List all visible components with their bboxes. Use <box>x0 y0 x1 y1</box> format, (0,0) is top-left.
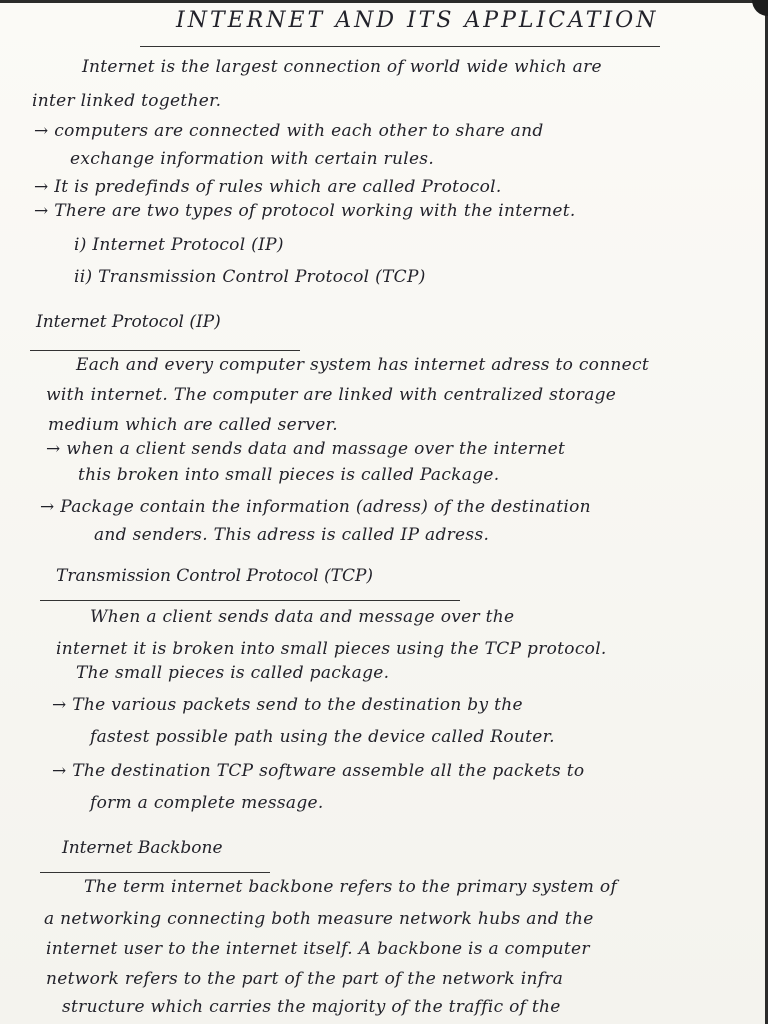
backbone-line-1: The term internet backbone refers to the primary system of <box>84 877 618 897</box>
section-heading-tcp: Transmission Control Protocol (TCP) <box>56 566 374 586</box>
heading-underline-ip <box>30 350 300 351</box>
backbone-line-4: network refers to the part of the part of the network infra <box>46 969 564 989</box>
title-underline <box>140 46 660 47</box>
backbone-line-2: a networking connecting both measure network hubs and the <box>44 909 594 929</box>
intro-line-5: → It is predefinds of rules which are called Protocol. <box>34 177 502 197</box>
tcp-line-4: → The various packets send to the destination by the <box>52 695 523 715</box>
backbone-line-3: internet user to the internet itself. A backbone is a computer <box>46 939 590 959</box>
intro-line-3: → computers are connected with each other to share and <box>34 121 544 141</box>
intro-line-1: Internet is the largest connection of world wide which are <box>82 57 602 77</box>
ip-line-6: → Package contain the information (adress) of the destination <box>40 497 591 517</box>
tcp-line-1: When a client sends data and message over the <box>90 607 515 627</box>
ip-line-5: this broken into small pieces is called Package. <box>78 465 500 485</box>
tcp-line-2: internet it is broken into small pieces using the TCP protocol. <box>56 639 607 659</box>
ip-line-2: with internet. The computer are linked with centralized storage <box>46 385 617 405</box>
tcp-line-7: form a complete message. <box>90 793 324 813</box>
intro-line-6: → There are two types of protocol working with the internet. <box>34 201 576 221</box>
tcp-line-3: The small pieces is called package. <box>76 663 390 683</box>
section-heading-backbone: Internet Backbone <box>62 838 223 858</box>
backbone-line-5: structure which carries the majority of the traffic of the <box>62 997 561 1017</box>
ip-line-7: and senders. This adress is called IP adress. <box>94 525 490 545</box>
heading-underline-backbone <box>40 872 270 873</box>
tcp-line-6: → The destination TCP software assemble all the packets to <box>52 761 585 781</box>
page-title: INTERNET AND ITS APPLICATION <box>176 8 659 33</box>
intro-line-2: inter linked together. <box>32 91 222 111</box>
ip-line-3: medium which are called server. <box>48 415 338 435</box>
ip-line-4: → when a client sends data and massage over the internet <box>46 439 566 459</box>
tcp-line-5: fastest possible path using the device called Router. <box>90 727 555 747</box>
intro-line-4: exchange information with certain rules. <box>70 149 435 169</box>
section-heading-ip: Internet Protocol (IP) <box>36 312 221 332</box>
intro-list-item-2: ii) Transmission Control Protocol (TCP) <box>74 267 426 287</box>
page-top-edge <box>0 0 768 3</box>
ip-line-1: Each and every computer system has internet adress to connect <box>76 355 649 375</box>
heading-underline-tcp <box>40 600 460 601</box>
intro-list-item-1: i) Internet Protocol (IP) <box>74 235 284 255</box>
page-corner <box>752 0 768 16</box>
